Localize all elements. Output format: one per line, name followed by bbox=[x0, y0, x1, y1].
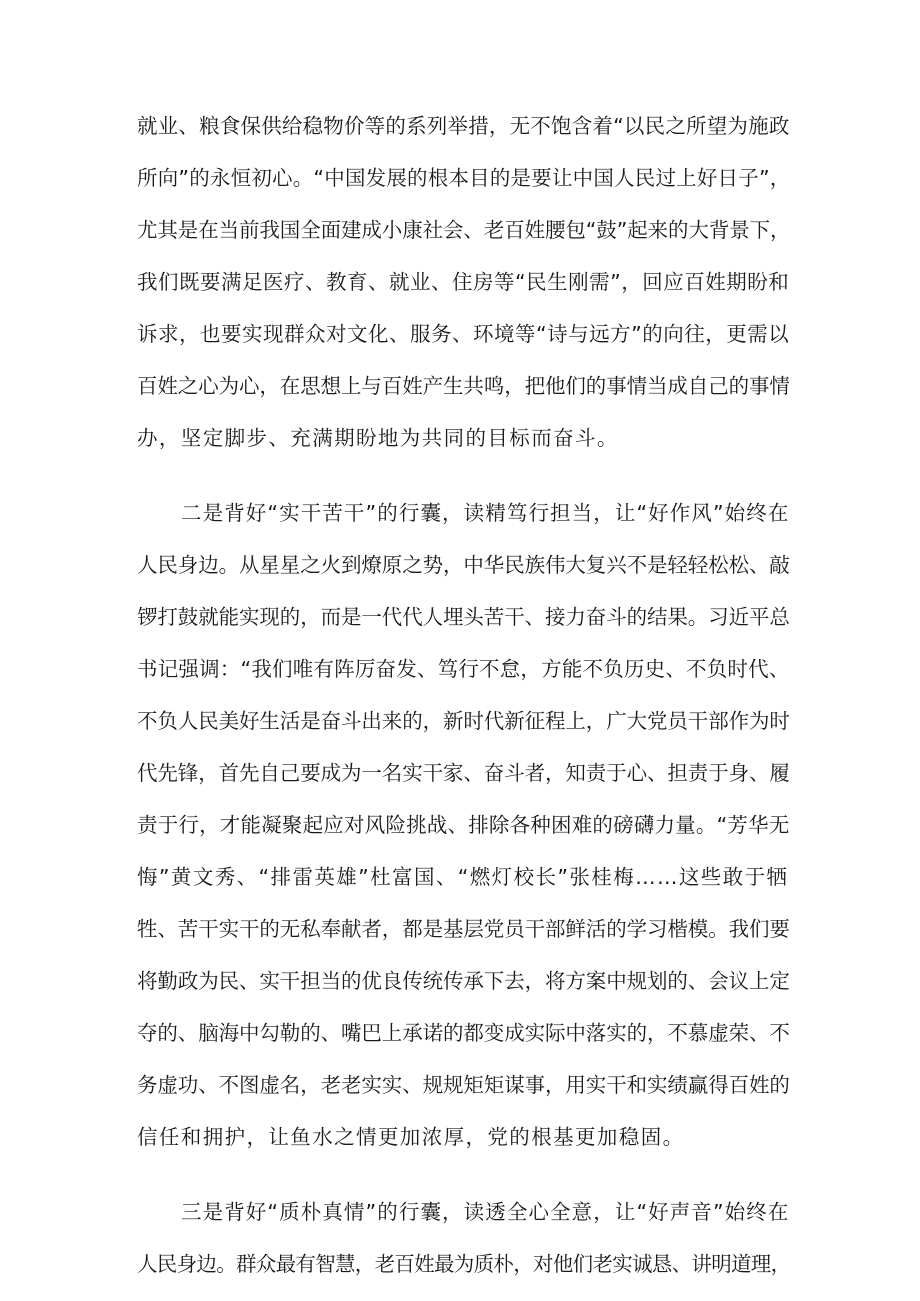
paragraph-1-line-4: 我们既要满足医疗、教育、就业、住房等“民生刚需”，回应百姓期盼和 bbox=[137, 270, 790, 294]
paragraph-2-line-2: 人民身边。从星星之火到燎原之势，中华民族伟大复兴不是轻轻松松、敲 bbox=[137, 553, 790, 577]
paragraph-2-line-8: 悔”黄文秀、“排雷英雄”杜富国、“燃灯校长”张桂梅……这些敢于牺 bbox=[137, 865, 789, 889]
paragraph-1-line-1: 就业、粮食保供给稳物价等的系列举措，无不饱含着“以民之所望为施政 bbox=[137, 114, 790, 138]
paragraph-2-line-12: 务虚功、不图虚名，老老实实、规规矩矩谋事，用实干和实绩赢得百姓的 bbox=[137, 1073, 790, 1097]
paragraph-1-line-5: 诉求，也要实现群众对文化、服务、环境等“诗与远方”的向往，更需以 bbox=[137, 322, 790, 346]
paragraph-2-line-10: 将勤政为民、实干担当的优良传统传承下去，将方案中规划的、会议上定 bbox=[137, 969, 790, 993]
paragraph-3-line-1: 三是背好“质朴真情”的行囊，读透全心全意，让“好声音”始终在 bbox=[181, 1200, 790, 1224]
paragraph-2-line-1: 二是背好“实干苦干”的行囊，读精笃行担当，让“好作风”始终在 bbox=[181, 501, 790, 525]
paragraph-2-line-7: 责于行，才能凝聚起应对风险挑战、排除各种困难的磅礴力量。“芳华无 bbox=[137, 813, 790, 837]
paragraph-1-line-6: 百姓之心为心，在思想上与百姓产生共鸣，把他们的事情当成自己的事情 bbox=[137, 374, 790, 398]
paragraph-2-line-11: 夺的、脑海中勾勒的、嘴巴上承诺的都变成实际中落实的，不慕虚荣、不 bbox=[137, 1021, 790, 1045]
paragraph-1-line-2: 所向”的永恒初心。“中国发展的根本目的是要让中国人民过上好日子”， bbox=[137, 166, 791, 190]
paragraph-2-line-6: 代先锋，首先自己要成为一名实干家、奋斗者，知责于心、担责于身、履 bbox=[137, 761, 790, 785]
paragraph-1-line-7: 办，坚定脚步、充满期盼地为共同的目标而奋斗。 bbox=[137, 426, 619, 450]
paragraph-2-line-9: 牲、苦干实干的无私奉献者，都是基层党员干部鲜活的学习楷模。我们要 bbox=[137, 917, 790, 941]
paragraph-2-line-4: 书记强调：“我们唯有阵厉奋发、笃行不怠，方能不负历史、不负时代、 bbox=[137, 657, 790, 681]
paragraph-3-line-2: 人民身边。群众最有智慧，老百姓最为质朴，对他们老实诚恳、讲明道理， bbox=[137, 1252, 791, 1276]
paragraph-2-line-3: 锣打鼓就能实现的，而是一代代人埋头苦干、接力奋斗的结果。习近平总 bbox=[137, 605, 790, 629]
paragraph-1-line-3: 尤其是在当前我国全面建成小康社会、老百姓腰包“鼓”起来的大背景下， bbox=[137, 218, 791, 242]
paragraph-2-line-5: 不负人民美好生活是奋斗出来的，新时代新征程上，广大党员干部作为时 bbox=[137, 709, 790, 733]
paragraph-2-line-13: 信任和拥护，让鱼水之情更加浓厚，党的根基更加稳固。 bbox=[137, 1125, 685, 1149]
